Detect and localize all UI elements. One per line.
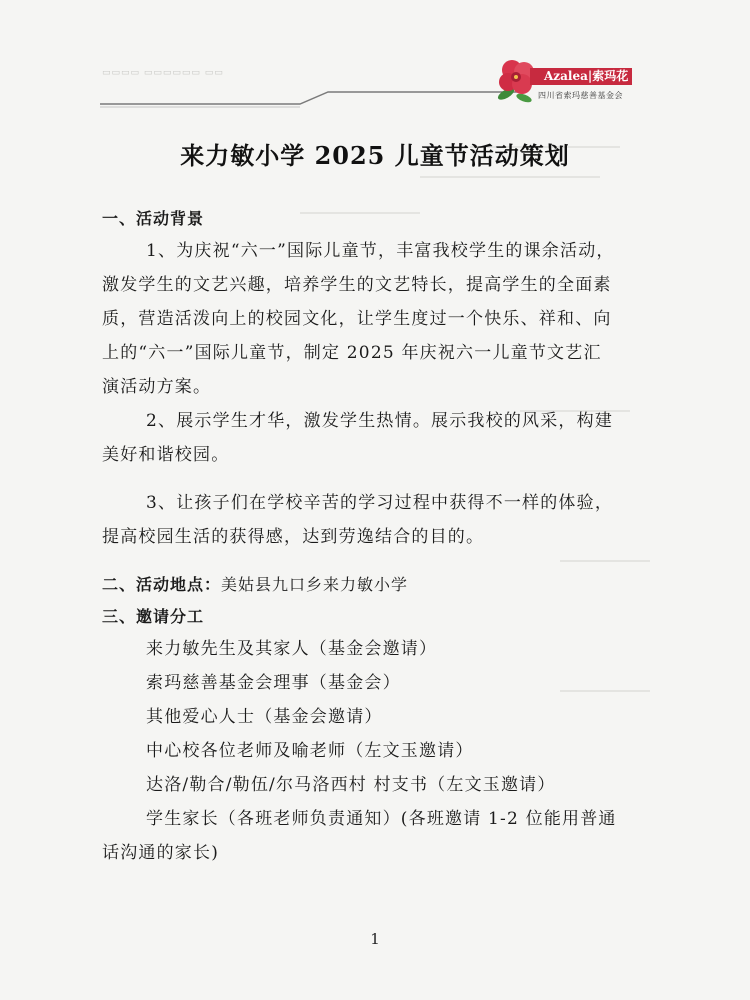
paragraph-line: 提高校园生活的获得感，达到劳逸结合的目的。 [102,527,485,547]
section-heading-location [102,574,408,596]
paragraph-line: 质，营造活泼向上的校园文化，让学生度过一个快乐、祥和、向 [102,309,612,329]
invitation-item: 学生家长（各班老师负责通知）(各班邀请 1-2 位能用普通 [146,809,617,829]
paragraph-line: 演活动方案。 [102,377,212,397]
location-value: 美姑县九口乡来力敏小学 [221,575,409,594]
bleed-mark [300,212,420,214]
logo-brand-text: Azalea|索玛花 [530,68,632,85]
paragraph-line: 上的“六一”国际儿童节，制定 2025 年庆祝六一儿童节文艺汇 [102,343,602,363]
invitation-item: 其他爱心人士（基金会邀请） [146,707,383,727]
document-title: 来力敏小学 2025 儿童节活动策划 [180,141,570,170]
bleed-mark [560,560,650,562]
paragraph-line: 1、为庆祝“六一”国际儿童节，丰富我校学生的课余活动， [146,241,615,261]
paragraph-line: 激发学生的文艺兴趣，培养学生的文艺特长，提高学生的全面素 [102,275,612,295]
bleed-mark [420,176,600,178]
invitation-item: 索玛慈善基金会理事（基金会） [146,673,401,693]
location-label: 二、活动地点： [102,575,222,594]
faded-header-mark: ▭▭▭▭ ▭▭▭▭▭▭ ▭▭ [102,68,224,78]
paragraph-line: 美好和谐校园。 [102,445,230,465]
invitation-item: 来力敏先生及其家人（基金会邀请） [146,639,438,659]
invitation-item: 话沟通的家长) [102,843,220,863]
paragraph-line: 3、让孩子们在学校辛苦的学习过程中获得不一样的体验， [146,493,614,513]
invitation-item: 中心校各位老师及喻老师（左文玉邀请） [146,741,474,761]
logo-org-text: 四川省索玛慈善基金会 [538,91,623,100]
paragraph-line: 2、展示学生才华，激发学生热情。展示我校的风采，构建 [146,411,614,431]
foundation-logo [494,54,654,108]
page-number: 1 [370,930,380,948]
section-heading-invitations: 三、邀请分工 [102,607,205,626]
section-heading-background: 一、活动背景 [102,209,205,228]
invitation-item: 达洛/勒合/勒伍/尔马洛西村 村支书（左文玉邀请） [146,775,556,795]
bleed-mark [560,690,650,692]
